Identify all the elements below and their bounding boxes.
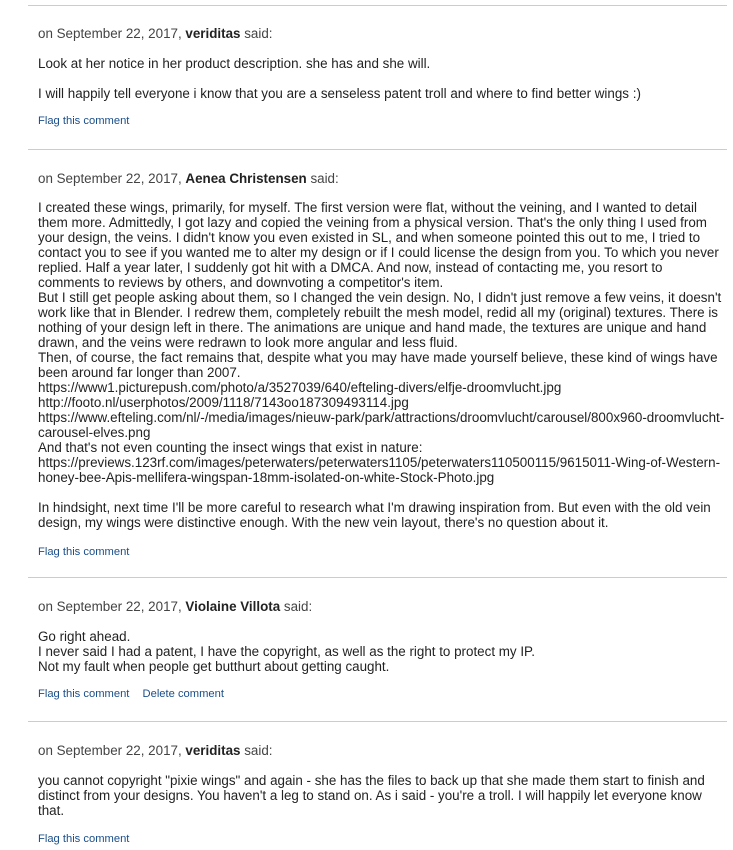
comment-meta [38, 171, 727, 186]
comment-actions [38, 833, 727, 846]
comment-item [28, 171, 727, 559]
comment-actions [38, 115, 727, 128]
comment-item [28, 743, 727, 846]
comment-item [28, 26, 727, 128]
comment-said: said: [306, 171, 339, 186]
comment-meta [38, 599, 727, 614]
comment-author: veriditas [185, 743, 241, 758]
comment-date: on September 22, 2017, [38, 26, 186, 41]
comment-body [38, 773, 727, 818]
comment-body [38, 56, 727, 101]
top-divider [28, 5, 727, 6]
comment-author: Aenea Christensen [185, 171, 307, 186]
comment-actions [38, 688, 727, 701]
delete-comment-link[interactable]: Delete comment [142, 688, 224, 700]
comment-date: on September 22, 2017, [38, 599, 186, 614]
comment-divider [28, 149, 727, 150]
comment-paragraph: I will happily tell everyone i know that you are a senseless patent troll and where to find better wings :) [38, 86, 641, 101]
comment-paragraph: Look at her notice in her product description. she has and she will. [38, 56, 431, 71]
comment-actions [38, 546, 727, 559]
comment-date: on September 22, 2017, [38, 171, 186, 186]
flag-comment-link[interactable]: Flag this comment [38, 688, 130, 700]
comment-paragraph: I created these wings, primarily, for myself. The first version were flat, without the veining, and I wanted to detail them more. Admittedly, I got lazy and copied the veining from a physical version. That's the only thing I used from your design, the veins. I didn't know you even existed in SL, and when someone pointed this out to me, I tried to contact you to see if you wanted me to alter my design or if I could license the design from you. To which you never replied. Half a year later, I suddenly got hit with a DMCA. And now, instead of contacting me, you resort to comments to reviews by others, and downvoting a competitor's item. But I still get people asking about them, so I changed the vein design. No, I didn't just remove a few veins, it doesn't work like that in Blender. I redrew them, completely rebuilt the mesh model, redid all my (original) textures. There is nothing of your design left in there. The animations are unique and hand made, the textures are unique and hand drawn, and the veins were redrawn to look more angular and less fluid. Then, of course, the fact remains that, despite what you may have made yourself believe, these kind of wings have been around far longer than 2007. https://www1.picturepush.com/photo/a/3527039/640/efteling-divers/elfje-droomvlucht.jpg http://footo.nl/userphotos/2009/1118/7143oo187309493114.jpg https://www.efteling.com/nl/-/media/images/nieuw-park/park/attractions/droomvlucht/carousel/800x960-droomvlucht-carousel-elves.png And that's not even counting the insect wings that exist in nature: https://previews.123rf.com/images/peterwaters/peterwaters1105/peterwaters110500115/9615011-Wing-of-Western-honey-bee-Apis-mellifera-wingspan-18mm-isolated-on-white-Stock-Photo.jpg [38, 200, 725, 485]
comment-author: Violaine Villota [185, 599, 281, 614]
comment-said: said: [280, 599, 313, 614]
comment-said: said: [240, 743, 273, 758]
comment-author: veriditas [185, 26, 241, 41]
comment-paragraph: In hindsight, next time I'll be more careful to research what I'm drawing inspiration from. But even with the old vein design, my wings were distinctive enough. With the new vein layout, there's no question about it. [38, 500, 711, 530]
flag-comment-link[interactable]: Flag this comment [38, 115, 130, 127]
comment-divider [28, 577, 727, 578]
comment-body [38, 629, 727, 674]
comment-date: on September 22, 2017, [38, 743, 186, 758]
comment-said: said: [240, 26, 273, 41]
flag-comment-link[interactable]: Flag this comment [38, 546, 130, 558]
comment-meta [38, 26, 727, 41]
comment-meta [38, 743, 727, 758]
comment-paragraph: you cannot copyright "pixie wings" and again - she has the files to back up that she made them start to finish and distinct from your designs. You haven't a leg to stand on. As i said - you're a troll. I will happily let everyone know that. [38, 773, 705, 818]
comment-paragraph: Go right ahead. I never said I had a patent, I have the copyright, as well as the right to protect my IP. Not my fault when people get butthurt about getting caught. [38, 629, 535, 674]
flag-comment-link[interactable]: Flag this comment [38, 833, 130, 845]
comment-divider [28, 721, 727, 722]
comment-body [38, 200, 727, 530]
comment-item [28, 599, 727, 701]
